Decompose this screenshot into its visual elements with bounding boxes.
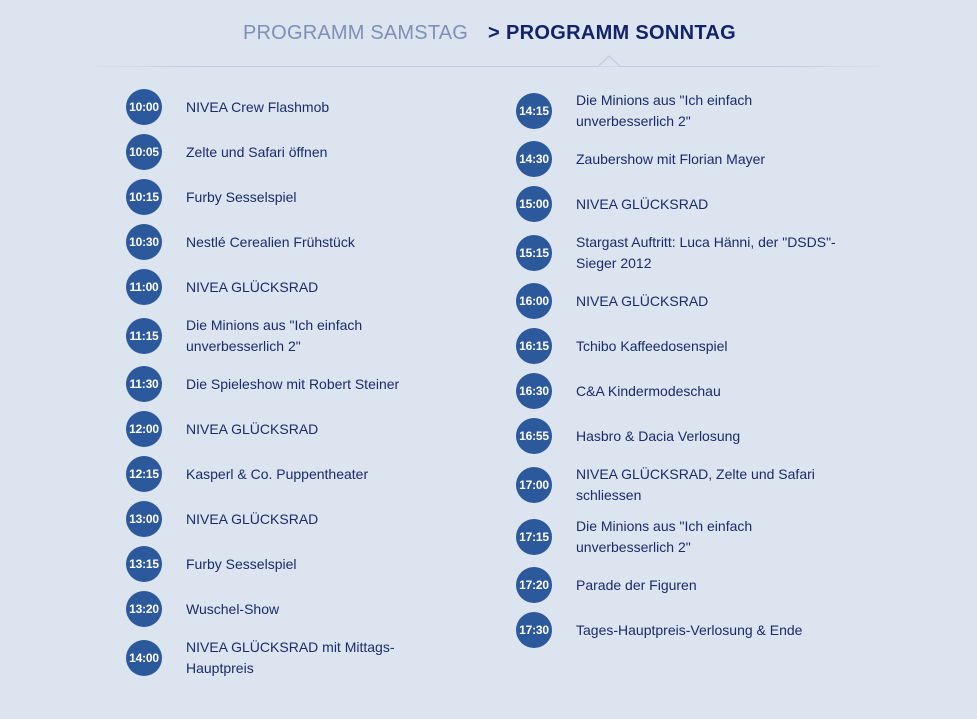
time-badge: 16:55 [516,418,552,454]
event-title: NIVEA GLÜCKSRAD [576,292,709,309]
program-tabs [0,20,977,48]
time-badge: 17:15 [516,519,552,555]
time-badge: 16:00 [516,283,552,319]
event-title: C&A Kindermodeschau [576,382,721,399]
time-badge: 16:30 [516,373,552,409]
tab-programm-samstag[interactable]: PROGRAMM SAMSTAG [243,22,469,44]
event-title: Furby Sesselspiel [186,188,297,205]
event-title: Die Minions aus "Ich einfach unverbesserlich 2" [576,92,753,129]
time-badge: 10:05 [126,134,162,170]
time-badge: 16:15 [516,328,552,364]
event-title: NIVEA GLÜCKSRAD [186,278,319,295]
event-title: NIVEA GLÜCKSRAD mit Mittags-Hauptpreis [186,639,395,676]
event-title: Furby Sesselspiel [186,555,297,572]
tab-divider [80,66,897,67]
time-badge: 15:15 [516,235,552,271]
event-title: Stargast Auftritt: Luca Hänni, der "DSDS"-Sieger 2012 [576,234,836,271]
event-title: NIVEA GLÜCKSRAD [576,195,709,212]
time-badge: 17:30 [516,612,552,648]
time-badge: 13:00 [126,501,162,537]
time-badge: 10:00 [126,89,162,125]
time-badge: 13:20 [126,591,162,627]
time-badge: 12:15 [126,456,162,492]
time-badge: 11:30 [126,366,162,402]
event-title: NIVEA Crew Flashmob [186,98,330,115]
time-badge: 14:15 [516,93,552,129]
event-title: Nestlé Cerealien Frühstück [186,233,355,250]
event-title: Tages-Hauptpreis-Verlosung & Ende [576,621,803,638]
event-title: Tchibo Kaffeedosenspiel [576,337,728,354]
time-badge: 12:00 [126,411,162,447]
event-title: Die Spieleshow mit Robert Steiner [186,375,400,392]
event-title: Zaubershow mit Florian Mayer [576,150,766,167]
event-title: Zelte und Safari öffnen [186,143,328,160]
chevron-right-icon: > [488,22,500,44]
tab-programm-sonntag-label: PROGRAMM SONNTAG [505,22,736,44]
time-badge: 11:00 [126,269,162,305]
event-title: Hasbro & Dacia Verlosung [576,427,741,444]
time-badge: 11:15 [126,318,162,354]
time-badge: 10:15 [126,179,162,215]
time-badge: 10:30 [126,224,162,260]
time-badge: 17:00 [516,467,552,503]
time-badge: 14:30 [516,141,552,177]
event-title: NIVEA GLÜCKSRAD [186,510,319,527]
event-title: NIVEA GLÜCKSRAD [186,420,319,437]
time-badge: 14:00 [126,640,162,676]
event-title: Die Minions aus "Ich einfach unverbesserlich 2" [576,518,753,555]
event-title: Die Minions aus "Ich einfach unverbesserlich 2" [186,317,363,354]
time-badge: 15:00 [516,186,552,222]
event-title: Kasperl & Co. Puppentheater [186,465,369,482]
event-title: Wuschel-Show [186,600,280,617]
event-title: Parade der Figuren [576,576,697,593]
tab-programm-sonntag[interactable] [488,20,736,46]
event-title: NIVEA GLÜCKSRAD, Zelte und Safari schliessen [576,466,815,503]
time-badge: 13:15 [126,546,162,582]
time-badge: 17:20 [516,567,552,603]
